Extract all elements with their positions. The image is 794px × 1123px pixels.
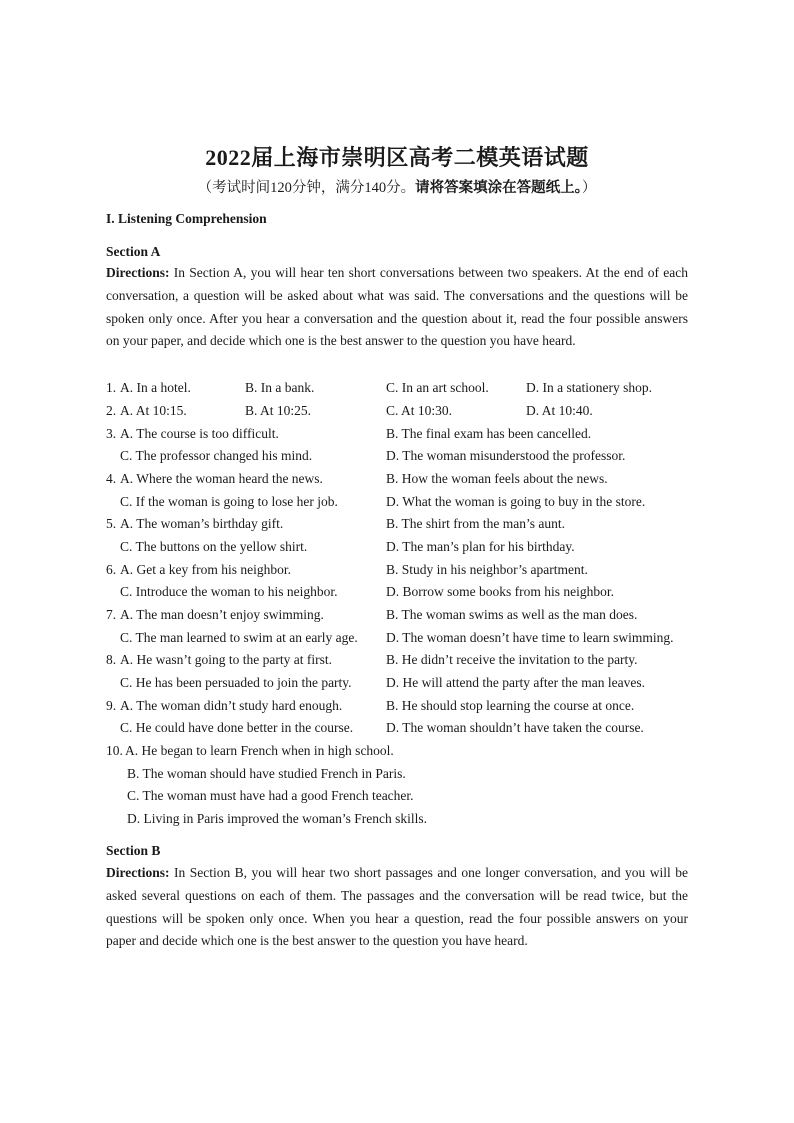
page-title: 2022届上海市崇明区高考二模英语试题 bbox=[205, 145, 589, 170]
question-8-num: 8. bbox=[106, 652, 117, 667]
question-5-option-c: C. The buttons on the yellow shirt. bbox=[120, 539, 308, 554]
question-1-option-a: A. In a hotel. bbox=[120, 380, 191, 395]
directions-text: In Section B, you will hear two short passages and one longer conversation, and you will be asked several questions on each of them. The passages and the conversation will be read twice, but the questions will be spoken only once. When you hear a question, read the four possible answers on your paper and decide which one is the best answer to the question you have heard. bbox=[106, 865, 688, 949]
subtitle-bold: 请将答案填涂在答题纸上。 bbox=[415, 180, 582, 196]
question-6-num: 6. bbox=[106, 562, 117, 577]
question-1-option-c: C. In an art school. bbox=[386, 380, 489, 395]
question-6-option-a: A. Get a key from his neighbor. bbox=[120, 562, 291, 577]
question-7-option-a: A. The man doesn’t enjoy swimming. bbox=[120, 607, 324, 622]
question-2-option-a: A. At 10:15. bbox=[120, 403, 187, 418]
question-10-option-a: A. He began to learn French when in high school. bbox=[125, 743, 394, 758]
question-7-option-c: C. The man learned to swim at an early age. bbox=[120, 630, 358, 645]
question-3-num: 3. bbox=[106, 426, 117, 441]
question-9-option-d: D. The woman shouldn’t have taken the course. bbox=[386, 720, 644, 735]
question-1-option-b: B. In a bank. bbox=[245, 380, 315, 395]
section-b-heading: Section B bbox=[106, 843, 161, 858]
page-subtitle bbox=[0, 176, 794, 197]
part-heading: I. Listening Comprehension bbox=[106, 211, 267, 226]
question-3-option-d: D. The woman misunderstood the professor. bbox=[386, 448, 626, 463]
directions-text: In Section A, you will hear ten short conversations between two speakers. At the end of each conversation, a question will be asked about what was said. The conversations and the questions will be spoken only once. After you hear a conversation and the question about it, read the four possible answers on your paper, and decide which one is the best answer to the question you have heard. bbox=[106, 265, 688, 349]
question-6-option-c: C. Introduce the woman to his neighbor. bbox=[120, 584, 338, 599]
question-1-num: 1. bbox=[106, 380, 117, 395]
question-1-option-d: D. In a stationery shop. bbox=[526, 380, 652, 395]
section-a-directions bbox=[106, 262, 688, 353]
question-8-option-b: B. He didn’t receive the invitation to the party. bbox=[386, 652, 638, 667]
question-8-option-a: A. He wasn’t going to the party at first. bbox=[120, 652, 332, 667]
question-10-num: 10. bbox=[106, 743, 123, 758]
subtitle-plain: （考试时间120分钟，满分140分。 bbox=[197, 180, 416, 196]
question-4-option-d: D. What the woman is going to buy in the store. bbox=[386, 494, 646, 509]
question-9-option-a: A. The woman didn’t study hard enough. bbox=[120, 698, 343, 713]
question-4-option-a: A. Where the woman heard the news. bbox=[120, 471, 323, 486]
question-9-option-b: B. He should stop learning the course at once. bbox=[386, 698, 635, 713]
question-10-option-c: C. The woman must have had a good French teacher. bbox=[127, 788, 414, 803]
question-5-option-b: B. The shirt from the man’s aunt. bbox=[386, 516, 565, 531]
question-7-num: 7. bbox=[106, 607, 117, 622]
question-3-option-a: A. The course is too difficult. bbox=[120, 426, 279, 441]
question-2-option-c: C. At 10:30. bbox=[386, 403, 453, 418]
question-4-num: 4. bbox=[106, 471, 117, 486]
subtitle-end: ） bbox=[581, 180, 597, 196]
question-6-option-d: D. Borrow some books from his neighbor. bbox=[386, 584, 614, 599]
question-5-option-d: D. The man’s plan for his birthday. bbox=[386, 539, 575, 554]
section-a-heading: Section A bbox=[106, 244, 161, 259]
question-2-num: 2. bbox=[106, 403, 117, 418]
question-9-num: 9. bbox=[106, 698, 117, 713]
question-9-option-c: C. He could have done better in the course. bbox=[120, 720, 354, 735]
question-5-num: 5. bbox=[106, 516, 117, 531]
question-6-option-b: B. Study in his neighbor’s apartment. bbox=[386, 562, 588, 577]
section-b-directions bbox=[106, 862, 688, 953]
question-10-option-d: D. Living in Paris improved the woman’s French skills. bbox=[127, 811, 427, 826]
question-7-option-d: D. The woman doesn’t have time to learn swimming. bbox=[386, 630, 674, 645]
question-4-option-c: C. If the woman is going to lose her job. bbox=[120, 494, 338, 509]
question-2-option-b: B. At 10:25. bbox=[245, 403, 312, 418]
question-10-option-b: B. The woman should have studied French in Paris. bbox=[127, 766, 406, 781]
question-2-option-d: D. At 10:40. bbox=[526, 403, 593, 418]
question-4-option-b: B. How the woman feels about the news. bbox=[386, 471, 608, 486]
question-3-option-c: C. The professor changed his mind. bbox=[120, 448, 313, 463]
question-8-option-c: C. He has been persuaded to join the party. bbox=[120, 675, 352, 690]
directions-label: Directions: bbox=[106, 865, 170, 880]
question-7-option-b: B. The woman swims as well as the man does. bbox=[386, 607, 638, 622]
directions-label: Directions: bbox=[106, 265, 170, 280]
question-5-option-a: A. The woman’s birthday gift. bbox=[120, 516, 284, 531]
question-3-option-b: B. The final exam has been cancelled. bbox=[386, 426, 592, 441]
question-8-option-d: D. He will attend the party after the man leaves. bbox=[386, 675, 646, 690]
